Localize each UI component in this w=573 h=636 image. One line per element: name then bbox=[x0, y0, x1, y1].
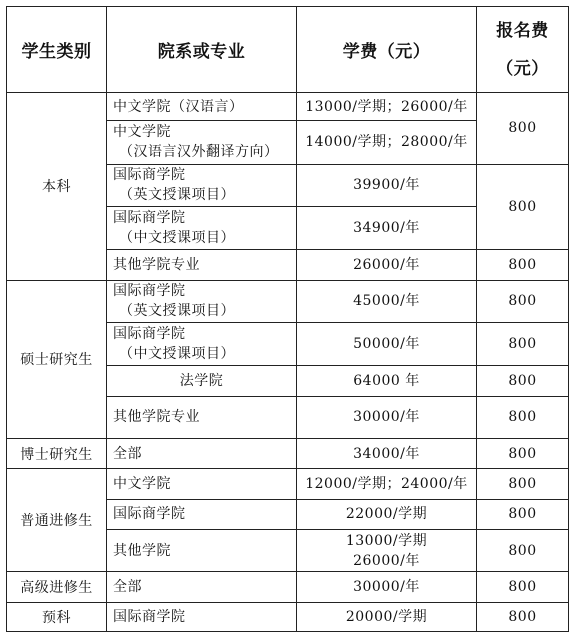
program-line1: 国际商学院 bbox=[113, 283, 186, 300]
program-line1: 国际商学院 bbox=[113, 326, 186, 343]
program-cell: 其他学院专业 bbox=[107, 250, 297, 280]
program-line1: 中文学院 bbox=[113, 124, 171, 141]
tuition-cell: 45000/年 bbox=[297, 280, 477, 322]
category-undergrad: 本科 bbox=[7, 93, 107, 281]
program-cell: 国际商学院 bbox=[107, 602, 297, 631]
program-line2: （中文授课项目） bbox=[119, 230, 235, 247]
tuition-line1: 13000/学期 bbox=[345, 532, 428, 549]
tuition-cell: 12000/学期；24000/年 bbox=[297, 469, 477, 499]
program-cell bbox=[107, 323, 297, 366]
tuition-line2: 26000/年 bbox=[353, 552, 420, 569]
program-cell bbox=[107, 280, 297, 322]
header-program: 院系或专业 bbox=[107, 7, 297, 93]
program-cell bbox=[107, 164, 297, 206]
table-row bbox=[7, 439, 569, 469]
tuition-cell bbox=[297, 529, 477, 571]
table-row bbox=[7, 280, 569, 322]
registration-fee-cell: 800 bbox=[477, 323, 569, 366]
program-line2: （汉语言汉外翻译方向） bbox=[119, 144, 279, 161]
category-general: 普通进修生 bbox=[7, 469, 107, 572]
header-tuition: 学费（元） bbox=[297, 7, 477, 93]
program-cell: 其他学院 bbox=[107, 529, 297, 571]
program-line2: （英文授课项目） bbox=[119, 187, 235, 204]
registration-fee-cell: 800 bbox=[477, 250, 569, 280]
tuition-cell: 13000/学期；26000/年 bbox=[297, 93, 477, 121]
tuition-cell: 30000/年 bbox=[297, 572, 477, 602]
registration-fee-cell: 800 bbox=[477, 366, 569, 396]
registration-fee-cell: 800 bbox=[477, 164, 569, 250]
tuition-cell: 22000/学期 bbox=[297, 499, 477, 529]
program-cell: 全部 bbox=[107, 572, 297, 602]
registration-fee-cell: 800 bbox=[477, 93, 569, 165]
header-registration-line2: （元） bbox=[496, 58, 549, 79]
tuition-cell: 39900/年 bbox=[297, 164, 477, 206]
program-cell bbox=[107, 207, 297, 250]
category-masters: 硕士研究生 bbox=[7, 280, 107, 438]
tuition-cell: 50000/年 bbox=[297, 323, 477, 366]
registration-fee-cell: 800 bbox=[477, 439, 569, 469]
header-student-category: 学生类别 bbox=[7, 7, 107, 93]
program-cell: 全部 bbox=[107, 439, 297, 469]
table-row bbox=[7, 93, 569, 121]
category-advanced: 高级进修生 bbox=[7, 572, 107, 602]
tuition-cell: 14000/学期；28000/年 bbox=[297, 121, 477, 164]
header-row bbox=[7, 7, 569, 93]
tuition-cell: 26000/年 bbox=[297, 250, 477, 280]
table-row bbox=[7, 602, 569, 631]
table-row bbox=[7, 572, 569, 602]
program-cell bbox=[107, 121, 297, 164]
program-line1: 国际商学院 bbox=[113, 210, 186, 227]
registration-fee-cell: 800 bbox=[477, 396, 569, 438]
program-cell: 法学院 bbox=[107, 366, 297, 396]
fee-table bbox=[6, 6, 569, 632]
program-line1: 国际商学院 bbox=[113, 167, 186, 184]
registration-fee-cell: 800 bbox=[477, 602, 569, 631]
program-line2: （中文授课项目） bbox=[119, 346, 235, 363]
category-prep: 预科 bbox=[7, 602, 107, 631]
tuition-cell: 34900/年 bbox=[297, 207, 477, 250]
table-row bbox=[7, 469, 569, 499]
program-cell: 中文学院（汉语言） bbox=[107, 93, 297, 121]
registration-fee-cell: 800 bbox=[477, 499, 569, 529]
program-cell: 国际商学院 bbox=[107, 499, 297, 529]
tuition-cell: 34000/年 bbox=[297, 439, 477, 469]
program-line2: （英文授课项目） bbox=[119, 303, 235, 320]
tuition-cell: 20000/学期 bbox=[297, 602, 477, 631]
program-cell: 中文学院 bbox=[107, 469, 297, 499]
registration-fee-cell: 800 bbox=[477, 572, 569, 602]
category-phd: 博士研究生 bbox=[7, 439, 107, 469]
tuition-cell: 64000 年 bbox=[297, 366, 477, 396]
registration-fee-cell: 800 bbox=[477, 529, 569, 571]
registration-fee-cell: 800 bbox=[477, 469, 569, 499]
tuition-cell: 30000/年 bbox=[297, 396, 477, 438]
program-cell: 其他学院专业 bbox=[107, 396, 297, 438]
registration-fee-cell: 800 bbox=[477, 280, 569, 322]
header-registration-line1: 报名费 bbox=[496, 20, 549, 41]
header-registration-fee bbox=[477, 7, 569, 93]
